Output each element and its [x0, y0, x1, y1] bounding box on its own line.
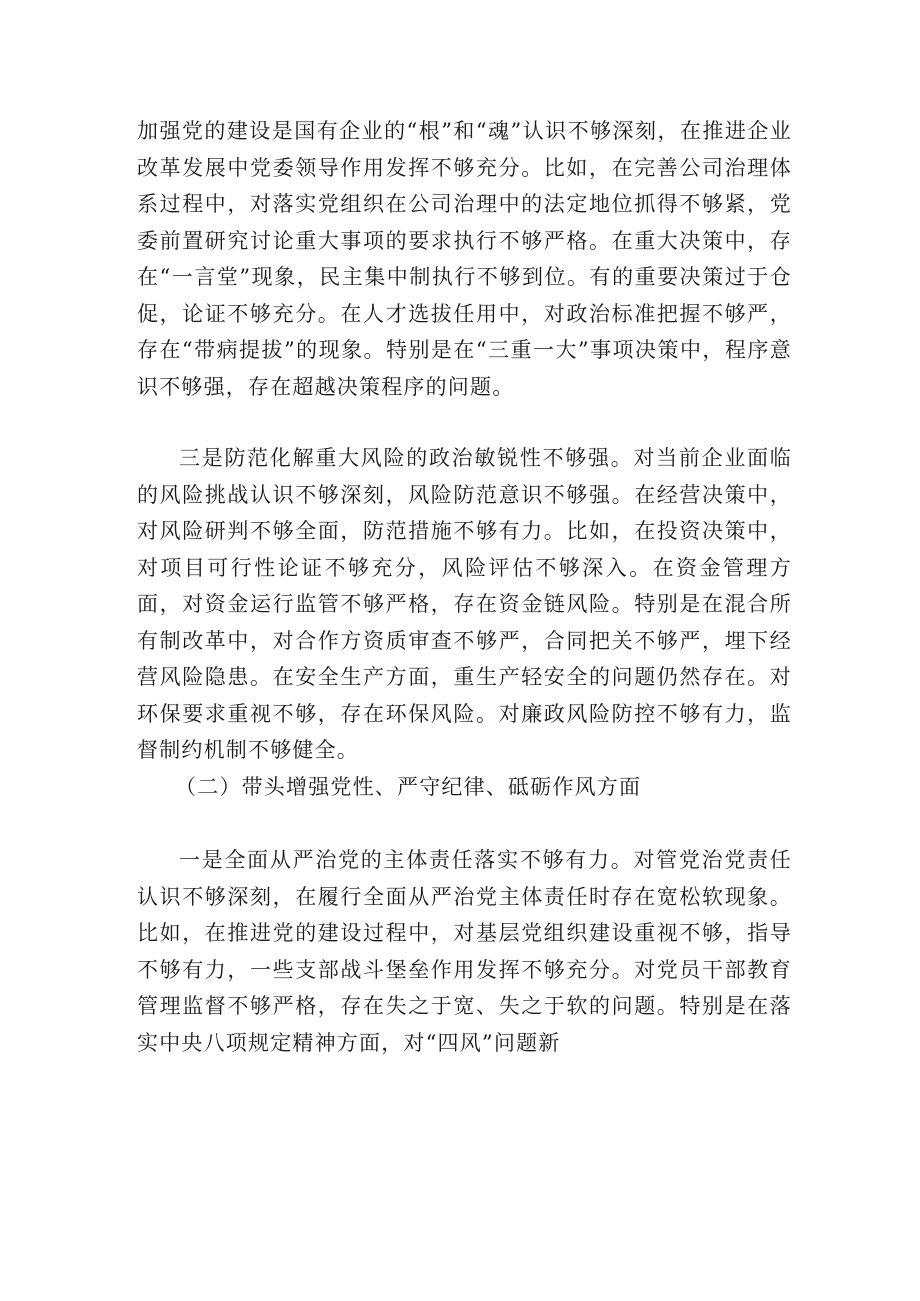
section-heading: （二）带头增强党性、严守纪律、砥砺作风方面 — [175, 774, 642, 799]
document-body — [137, 113, 792, 1061]
paragraph-party-discipline: 一是全面从严治党的主体责任落实不够有力。对管党治党责任认识不够深刻，在履行全面从严治党主体责任时存在宽松软现象。比如，在推进党的建设过程中，对基层党组织建设重视不够，指导不够有力，一些支部战斗堡垒作用发挥不够充分。对党员干部教育管理监督不够严格，存在失之于宽、失之于软的问题。特别是在落实中央八项规定精神方面，对“四风”问题新 — [137, 848, 792, 1055]
paragraph-party-building: 加强党的建设是国有企业的“根”和“魂”认识不够深刻，在推进企业改革发展中党委领导作用发挥不够充分。比如，在完善公司治理体系过程中，对落实党组织在公司治理中的法定地位抓得不够紧，党委前置研究讨论重大事项的要求执行不够严格。在重大决策中，存在“一言堂”现象，民主集中制执行不够到位。有的重要决策过于仓促，论证不够充分。在人才选拔任用中，对政治标准把握不够严，存在“带病提拔”的现象。特别是在“三重一大”事项决策中，程序意识不够强，存在超越决策程序的问题。 — [137, 119, 792, 399]
paragraph-risk-prevention: 三是防范化解重大风险的政治敏锐性不够强。对当前企业面临的风险挑战认识不够深刻，风险防范意识不够强。在经营决策中，对风险研判不够全面，防范措施不够有力。比如，在投资决策中，对项目可行性论证不够充分，风险评估不够深入。在资金管理方面，对资金运行监管不够严格，存在资金链风险。特别是在混合所有制改革中，对合作方资质审查不够严，合同把关不够严，埋下经营风险隐患。在安全生产方面，重生产轻安全的问题仍然存在。对环保要求重视不够，存在环保风险。对廉政风险防控不够有力，监督制约机制不够健全。 — [137, 446, 792, 762]
